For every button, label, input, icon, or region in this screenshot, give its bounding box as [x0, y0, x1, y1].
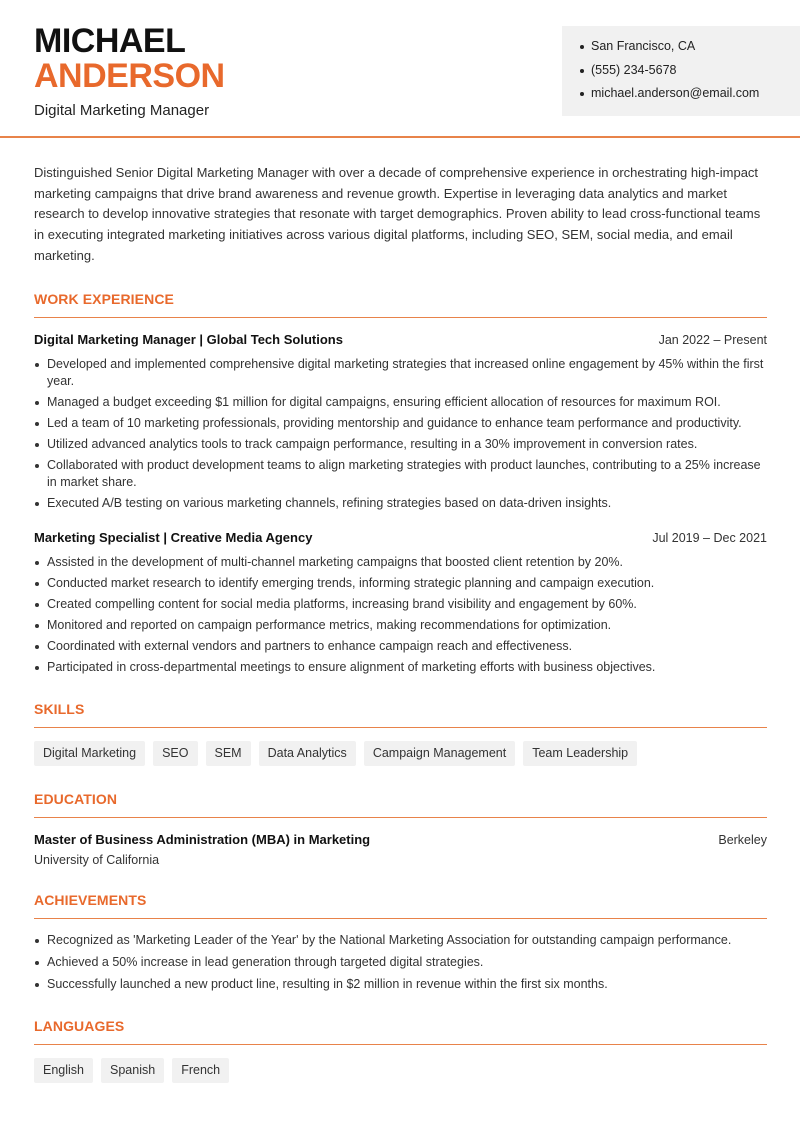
job-header	[34, 530, 767, 545]
education-entry	[34, 832, 767, 867]
achievements-section	[34, 892, 767, 993]
list-item: Conducted market research to identify emerging trends, informing strategic planning and campaign execution.	[34, 575, 767, 592]
list-item: Created compelling content for social media platforms, increasing brand visibility and engagement by 60%.	[34, 596, 767, 613]
summary: Distinguished Senior Digital Marketing Manager with over a decade of comprehensive experience in orchestrating high-impact marketing campaigns that drive brand awareness and revenue growth. Expertise in leveraging data analytics and market research to develop innovative strategies that resonate with target demographics. Proven ability to lead cross-functional teams in executing integrated marketing initiatives across various digital platforms, including SEO, SEM, social media, and email marketing.	[34, 165, 761, 263]
education-heading: EDUCATION	[34, 790, 118, 807]
list-item: Utilized advanced analytics tools to track campaign performance, resulting in a 30% improvement in conversion rates.	[34, 436, 767, 453]
section-divider	[34, 817, 767, 818]
contact-email	[580, 86, 800, 110]
degree: Master of Business Administration (MBA) in Marketing	[34, 831, 371, 847]
languages-tags	[34, 1058, 767, 1083]
section-divider	[34, 1044, 767, 1045]
section-divider	[34, 727, 767, 728]
list-item: Led a team of 10 marketing professionals, providing mentorship and guidance to enhance team performance and productivity.	[34, 415, 767, 432]
list-item: Developed and implemented comprehensive digital marketing strategies that increased online engagement by 45% within the first year.	[34, 356, 767, 390]
education-section	[34, 791, 767, 867]
skill-tag: Digital Marketing	[34, 741, 145, 766]
achievements-list	[34, 932, 767, 993]
last-name: ANDERSON	[34, 57, 225, 95]
language-tag: English	[34, 1058, 93, 1083]
list-item: Recognized as 'Marketing Leader of the Year' by the National Marketing Association for outstanding campaign performance.	[34, 932, 767, 949]
list-item: Assisted in the development of multi-channel marketing campaigns that boosted client retention by 20%.	[34, 554, 767, 571]
resume-content	[34, 163, 767, 1083]
languages-section	[34, 1018, 767, 1083]
job-dates: Jan 2022 – Present	[658, 332, 767, 347]
skills-heading: SKILLS	[34, 700, 85, 717]
list-item: Monitored and reported on campaign performance metrics, making recommendations for optimization.	[34, 617, 767, 634]
first-name: MICHAEL	[34, 22, 186, 60]
job-role: Marketing Specialist | Creative Media Agency	[34, 529, 313, 545]
contact-phone-text: (555) 234-5678	[591, 62, 677, 77]
work-section	[34, 291, 767, 676]
skill-tag: Team Leadership	[523, 741, 637, 766]
skills-section	[34, 701, 767, 766]
languages-heading: LANGUAGES	[34, 1017, 125, 1034]
job-dates: Jul 2019 – Dec 2021	[652, 530, 767, 545]
list-item: Executed A/B testing on various marketing channels, refining strategies based on data-driven insights.	[34, 495, 767, 512]
education-header	[34, 832, 767, 847]
section-divider	[34, 918, 767, 919]
list-item: Achieved a 50% increase in lead generation through targeted digital strategies.	[34, 954, 767, 971]
contact-location-text: San Francisco, CA	[591, 39, 696, 53]
skills-tags	[34, 741, 767, 766]
contact-email-text: michael.anderson@email.com	[591, 86, 760, 100]
contact-location	[580, 39, 800, 63]
list-item: Coordinated with external vendors and partners to enhance campaign reach and effectiveness.	[34, 638, 767, 655]
job-entry	[34, 530, 767, 676]
name-block	[34, 24, 225, 119]
language-tag: French	[172, 1058, 229, 1083]
job-header	[34, 332, 767, 347]
job-entry	[34, 332, 767, 512]
list-item: Managed a budget exceeding $1 million for digital campaigns, ensuring efficient allocation of resources for maximum ROI.	[34, 394, 767, 411]
list-item: Participated in cross-departmental meetings to ensure alignment of marketing efforts with business objectives.	[34, 659, 767, 676]
contact-box	[562, 26, 800, 116]
skill-tag: Data Analytics	[259, 741, 356, 766]
language-tag: Spanish	[101, 1058, 164, 1083]
resume-header	[0, 0, 800, 138]
bullet-icon	[580, 45, 584, 49]
list-item: Collaborated with product development teams to align marketing strategies with product launches, contributing to a 25% increase in market share.	[34, 457, 767, 491]
education-location: Berkeley	[718, 832, 767, 847]
school: University of California	[34, 852, 160, 867]
work-heading: WORK EXPERIENCE	[34, 290, 174, 307]
bullet-icon	[580, 69, 584, 73]
list-item: Successfully launched a new product line, resulting in $2 million in revenue within the first six months.	[34, 976, 767, 993]
section-divider	[34, 317, 767, 318]
skill-tag: SEO	[153, 741, 197, 766]
job-title: Digital Marketing Manager	[34, 102, 210, 119]
skill-tag: SEM	[206, 741, 251, 766]
job-role: Digital Marketing Manager | Global Tech Solutions	[34, 331, 343, 347]
contact-phone	[580, 63, 800, 87]
job-bullets	[34, 356, 767, 512]
achievements-heading: ACHIEVEMENTS	[34, 891, 147, 908]
bullet-icon	[580, 92, 584, 96]
skill-tag: Campaign Management	[364, 741, 515, 766]
job-bullets	[34, 554, 767, 676]
